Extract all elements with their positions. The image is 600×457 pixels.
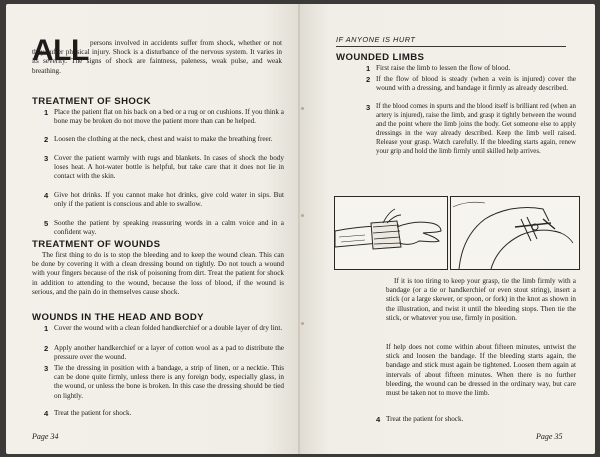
- tourniquet-drawing: [451, 197, 579, 269]
- head-body-heading: WOUNDS IN THE HEAD AND BODY: [32, 312, 204, 323]
- limbs-item-number: 2: [366, 75, 371, 84]
- limbs-item: If the flow of blood is steady (when a vein is injured) cover the wound with a dressing, and bandage it firmly as already described.: [376, 75, 576, 93]
- treatment-item-number: 5: [44, 219, 49, 228]
- treatment-item-number: 2: [44, 135, 49, 144]
- continued-paragraph-2: [386, 343, 576, 398]
- intro-drop-word: ALL: [32, 34, 89, 67]
- continued-text-1: If it is too tiring to keep your grasp, tie the limb firmly with a bandage (or a tie or handkerchief or even stout string), insert a stick (or a large skewer, or spoon, or fork) in the knot as shown in the illustration, and twist it until the bleeding stops. Then tie the stick, or whatever you use, firmly in position.: [386, 277, 576, 322]
- intro-paragraph: [32, 34, 282, 76]
- limbs-heading: WOUNDED LIMBS: [336, 52, 425, 63]
- head-item-number: 4: [44, 409, 49, 418]
- treatment-item: Place the patient flat on his back on a bed or a rug or on cushions. If you think a bone may be broken do not move the patient more than can be helped.: [54, 108, 284, 126]
- treatment-item: Loosen the clothing at the neck, chest and waist to make the breathing freer.: [54, 135, 273, 143]
- binding-hole: [301, 322, 304, 325]
- head-item: Cover the wound with a clean folded handkerchief or a double layer of dry lint.: [54, 324, 283, 332]
- wounds-heading: TREATMENT OF WOUNDS: [32, 239, 161, 250]
- final-item: Treat the patient for shock.: [386, 415, 464, 423]
- limbs-item-number: 1: [366, 64, 371, 73]
- running-head: IF ANYONE IS HURT: [336, 35, 416, 44]
- continued-text-2: If help does not come within about fifteen minutes, untwist the stick and loosen the bandage. If the bleeding starts again, the bandage and stick must again be tightened. Loosen them again at intervals of about fifteen minutes. When there is no further bleeding, the wound can be dressed in the ordinary way, but care must be taken not to move the limb.: [386, 343, 576, 398]
- treatment-item: Give hot drinks. If you cannot make hot drinks, give cold water in sips. But only if the patient is conscious and able to swallow.: [54, 191, 284, 209]
- page-number-left: Page 34: [32, 432, 59, 441]
- limbs-item: First raise the limb to lessen the flow of blood.: [376, 64, 511, 72]
- bandaged-arm-drawing: [335, 197, 447, 269]
- head-item-number: 3: [44, 364, 49, 373]
- binding-hole: [301, 214, 304, 217]
- wounds-text: The first thing to do is to stop the bleeding and to keep the wound clean. This can be done by covering it with a clean dressing bound on tightly. Do not touch a wound with your fingers because of the risk of poisoning from dirt. Treat the patient for shock in addition to attending to the wound, because the loss of blood, if the wound is serious, and the pain do in themselves cause shock.: [32, 251, 284, 296]
- head-item: Treat the patient for shock.: [54, 409, 132, 417]
- binding-hole: [301, 107, 304, 110]
- head-item-number: 2: [44, 344, 49, 353]
- head-item: Apply another handkerchief or a layer of cotton wool as a pad to distribute the pressure over the wound.: [54, 344, 284, 362]
- treatment-item-number: 4: [44, 191, 49, 200]
- treatment-item-number: 1: [44, 108, 49, 117]
- header-rule: [336, 46, 566, 47]
- limbs-item-number: 3: [366, 103, 371, 112]
- illustration-tourniquet: [450, 196, 580, 270]
- treatment-item: Cover the patient warmly with rugs and blankets. In cases of shock the body loses heat. A hot-water bottle is helpful, but take care that it does not lie in contact with the skin.: [54, 154, 284, 181]
- treatment-heading: TREATMENT OF SHOCK: [32, 96, 151, 107]
- treatment-item-number: 3: [44, 154, 49, 163]
- final-item-number: 4: [376, 415, 381, 424]
- head-item: Tie the dressing in position with a bandage, a strip of linen, or a necktie. This can be done quite firmly, unless there is any foreign body, especially glass, in the wound, or unless the bone is broken. In this case the dressing should be tied on lightly.: [54, 364, 284, 400]
- left-page: [6, 4, 298, 454]
- illustration-bandaged-arm: [334, 196, 448, 270]
- head-item-number: 1: [44, 324, 49, 333]
- continued-paragraph-1: [386, 277, 576, 323]
- intro-text: persons involved in accidents suffer from shock, whether or not they suffer physical injury. Shock is a disturbance of the nervous system. It varies in its severity. The signs of shock are faintness, paleness, weak pulse, and weak breathing.: [32, 39, 282, 75]
- page-number-right: Page 35: [536, 432, 563, 441]
- treatment-item: Soothe the patient by speaking reassuring words in a calm voice and in a confident way.: [54, 219, 284, 237]
- right-page: [300, 4, 595, 454]
- limbs-item: If the blood comes in spurts and the blood itself is brilliant red (when an artery is injured), raise the limb, and grasp it tightly between the wound and the point where the limb joins the body. Get someone else to apply dressings in the way already described. Keep the limb well raised. Release your grasp. Watch carefully. If the bleeding starts again, renew your grip and hold the limb firmly until skilled help arrives.: [376, 103, 576, 155]
- wounds-paragraph: [32, 251, 284, 297]
